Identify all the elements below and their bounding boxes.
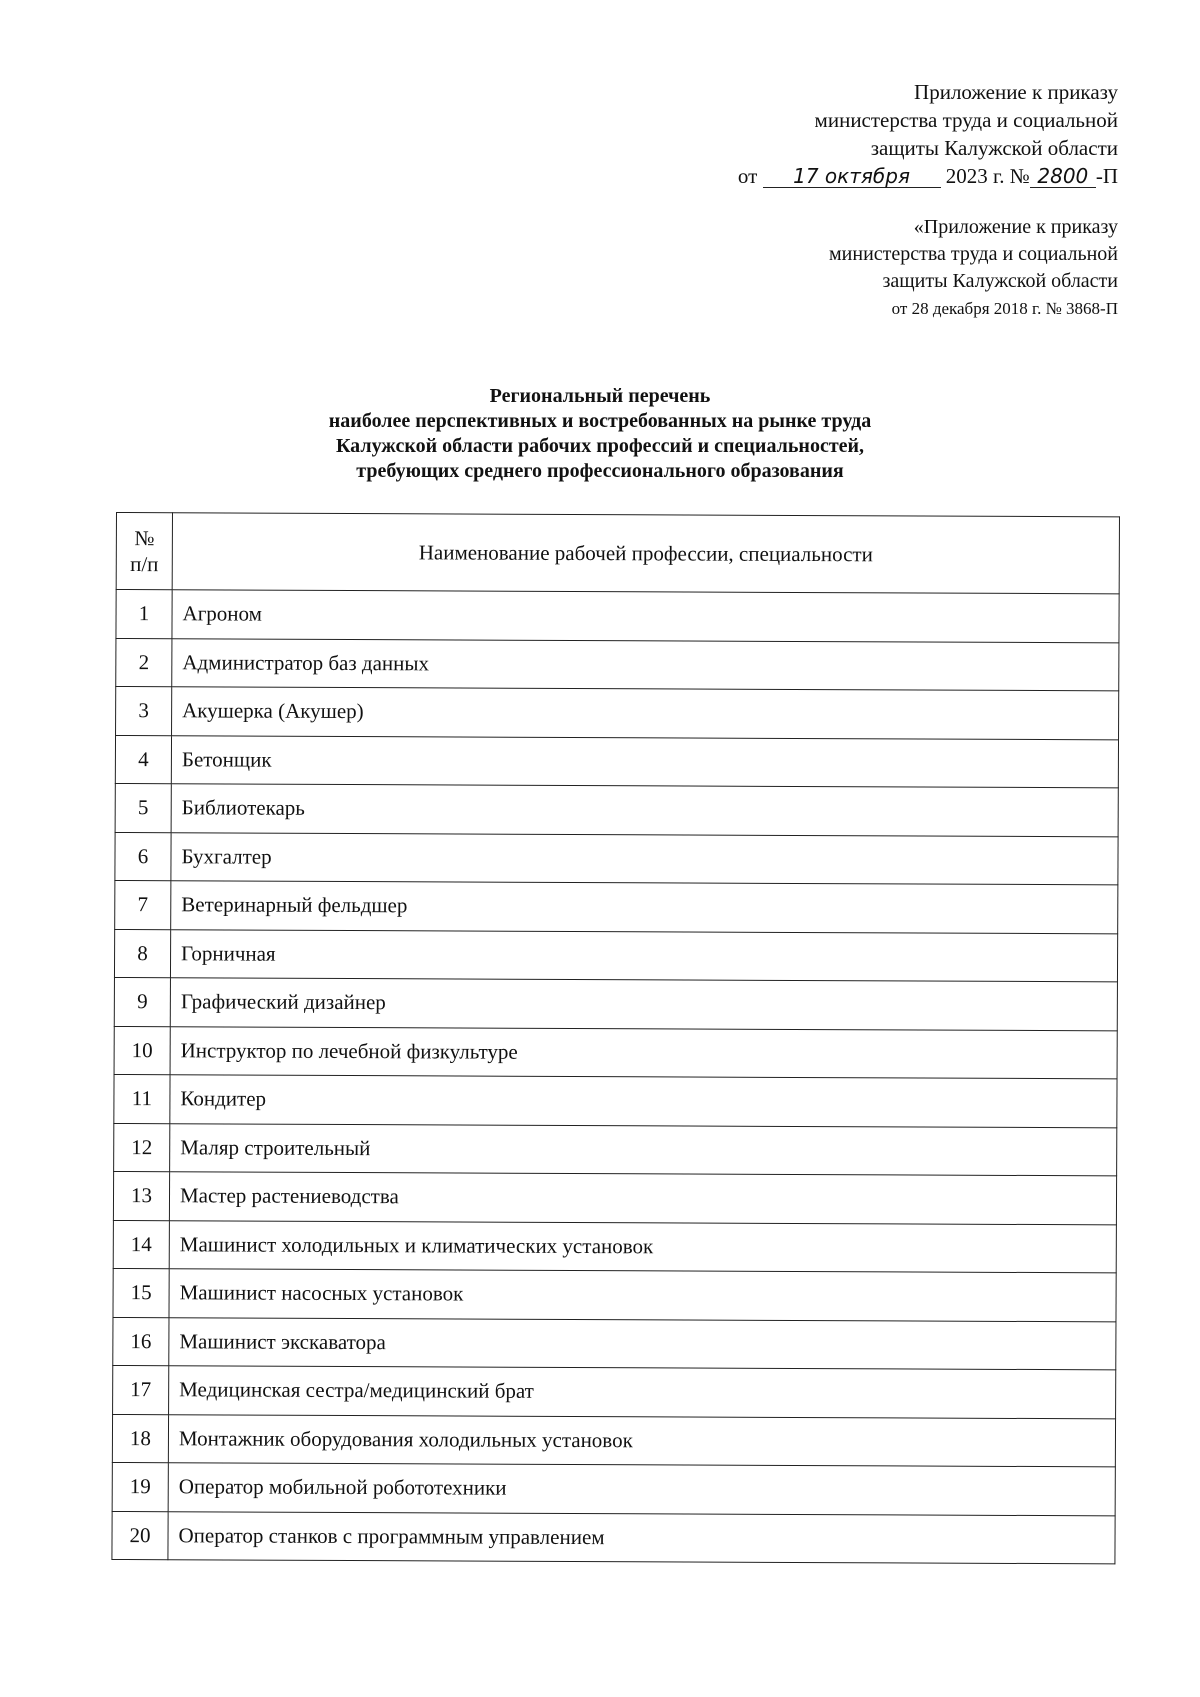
table-header-row [116,513,1119,594]
reference-line: министерства труда и социальной [829,243,1118,265]
profession-name: Оператор мобильной робототехники [168,1463,1115,1516]
table-row [112,1511,1115,1564]
approval-block [738,78,1118,190]
profession-name: Мастер растениеводства [169,1172,1116,1225]
row-number: 10 [114,1026,170,1075]
from-label: от [737,164,758,188]
row-number: 9 [114,977,170,1026]
row-number: 11 [114,1074,170,1123]
row-number: 18 [112,1414,168,1463]
row-number: 13 [113,1171,169,1220]
title-line: Региональный перечень [489,385,711,407]
row-number: 2 [116,638,172,687]
document-title [0,384,1200,484]
profession-name: Маляр строительный [170,1123,1117,1176]
profession-name: Медицинская сестра/медицинский брат [169,1366,1116,1419]
table-row [114,1123,1117,1176]
profession-name: Бухгалтер [171,832,1118,885]
profession-name: Графический дизайнер [170,978,1117,1031]
table-row [116,638,1119,691]
table-row [115,832,1118,885]
row-number: 4 [115,735,171,784]
row-number: 6 [115,832,171,881]
professions-table [111,512,1120,1564]
profession-name: Администратор баз данных [172,638,1119,691]
row-number: 12 [114,1123,170,1172]
row-number: 8 [114,929,170,978]
number-suffix: -П [1095,164,1118,188]
header-name: Наименование рабочей профессии, специальности [172,513,1119,594]
reference-line: защиты Калужской области [882,270,1118,292]
reference-line: «Приложение к приказу [913,216,1118,238]
reference-date-line: от 28 декабря 2018 г. № 3868-П [891,299,1118,318]
original-reference-block [829,214,1118,322]
profession-name: Библиотекарь [171,784,1118,837]
header-number-abbrev: п/п [130,552,159,577]
table-row [113,1220,1116,1273]
profession-name: Бетонщик [171,735,1118,788]
profession-name: Агроном [172,590,1119,643]
profession-name: Горничная [170,929,1117,982]
table-row [113,1317,1116,1370]
table-row [114,929,1117,982]
title-line: Калужской области рабочих профессий и специальностей, [335,435,865,457]
approval-line: Приложение к приказу [914,80,1118,104]
row-number: 19 [112,1462,168,1511]
row-number: 16 [113,1317,169,1366]
table-row [112,1414,1115,1467]
header-number [116,513,172,590]
profession-name: Машинист холодильных и климатических установок [169,1220,1116,1273]
profession-name: Машинист насосных установок [169,1269,1116,1322]
row-number: 17 [113,1365,169,1414]
table-row [112,1462,1115,1515]
year-label: 2023 г. № [945,164,1030,188]
profession-name: Кондитер [170,1075,1117,1128]
table-row [116,590,1119,643]
profession-name: Монтажник оборудования холодильных установок [168,1414,1115,1467]
table-row [113,1268,1116,1321]
order-date-number-line [738,162,1118,190]
table-row [116,687,1119,740]
table-row [113,1171,1116,1224]
approval-line: министерства труда и социальной [814,108,1118,132]
profession-name: Машинист экскаватора [169,1317,1116,1370]
row-number: 5 [115,783,171,832]
handwritten-number: 2800 [1030,165,1096,188]
header-number-sign: № [134,526,155,551]
approval-line: защиты Калужской области [870,136,1118,160]
table-row [115,783,1118,836]
profession-name: Ветеринарный фельдшер [171,881,1118,934]
handwritten-date: 17 октября [763,165,941,188]
table-row [115,735,1118,788]
table-row [114,977,1117,1030]
row-number: 1 [116,590,172,639]
profession-name: Оператор станков с программным управлением [168,1511,1115,1564]
table-row [114,1026,1117,1079]
row-number: 14 [113,1220,169,1269]
title-line: наиболее перспективных и востребованных на рынке труда [328,410,872,432]
row-number: 15 [113,1268,169,1317]
table-row [114,1074,1117,1127]
profession-name: Инструктор по лечебной физкультуре [170,1026,1117,1079]
row-number: 20 [112,1511,168,1560]
row-number: 7 [115,880,171,929]
profession-name: Акушерка (Акушер) [172,687,1119,740]
row-number: 3 [116,687,172,736]
table-row [113,1365,1116,1418]
title-line: требующих среднего профессионального образования [356,460,844,482]
table-body [112,590,1119,1564]
table-row [115,880,1118,933]
